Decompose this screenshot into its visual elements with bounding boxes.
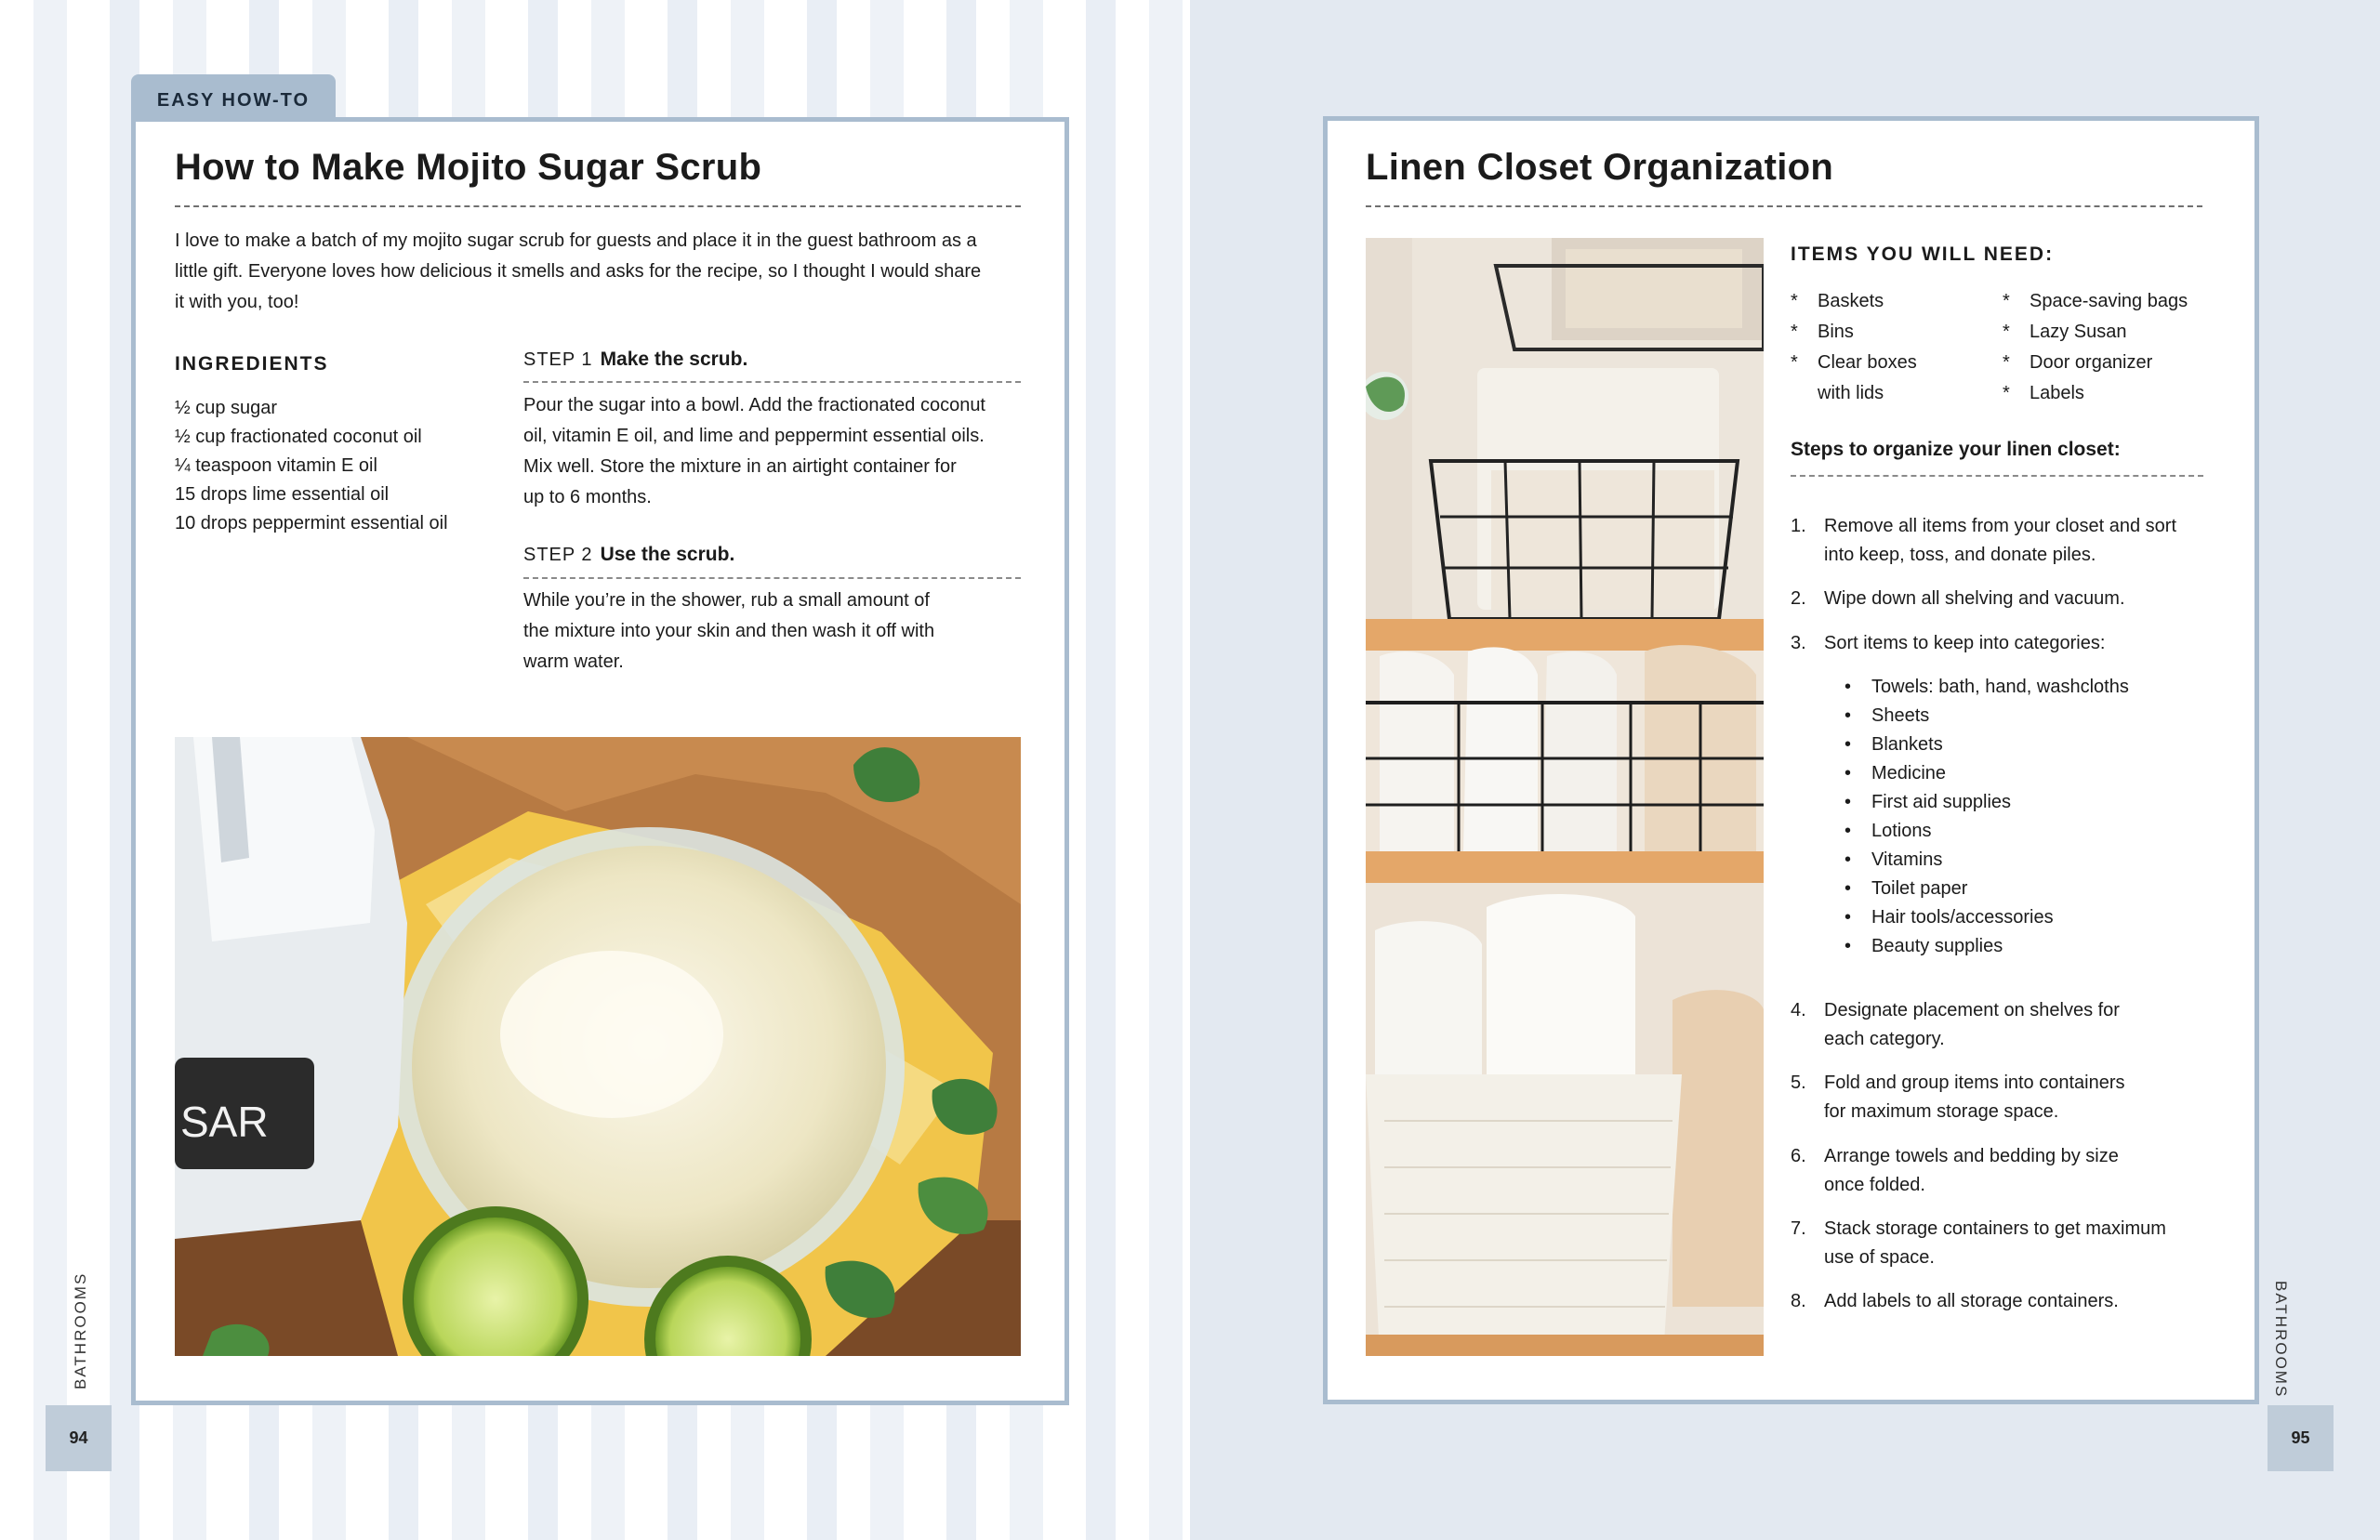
- ingredient-item: ½ cup fractionated coconut oil: [175, 427, 422, 447]
- category-item: • Vitamins: [1844, 846, 2198, 875]
- step-1-line: up to 6 months.: [523, 487, 652, 507]
- step-line: Wipe down all shelving and vacuum.: [1824, 588, 2125, 609]
- jar-label-text: SAR: [180, 1098, 269, 1146]
- ingredient-item: 15 drops lime essential oil: [175, 484, 390, 505]
- step-number: 2.: [1791, 588, 1806, 609]
- item-label: Clear boxes: [1818, 352, 1917, 373]
- step-item-2: [1791, 585, 2218, 613]
- category-item: • Lotions: [1844, 817, 2198, 846]
- step-line: Designate placement on shelves for: [1824, 1000, 2120, 1020]
- step-line: Stack storage containers to get maximum: [1824, 1218, 2166, 1239]
- step-2-heading: [523, 544, 734, 566]
- step-1-divider: [523, 381, 1021, 383]
- step-2-line: the mixture into your skin and then wash it off with: [523, 621, 935, 641]
- bullet-star: *: [2003, 383, 2010, 403]
- bullet-star: *: [1791, 291, 1798, 311]
- title-divider: [175, 205, 1021, 207]
- step-line: Sort items to keep into categories:: [1824, 633, 2106, 653]
- ingredient-item: ¼ teaspoon vitamin E oil: [175, 455, 377, 476]
- item-label: Door organizer: [2030, 352, 2153, 373]
- step-line: use of space.: [1824, 1247, 1935, 1268]
- step-line: into keep, toss, and donate piles.: [1824, 545, 2096, 565]
- step-number: 5.: [1791, 1073, 1806, 1093]
- step-number: 3.: [1791, 633, 1806, 653]
- page-number-left: 94: [46, 1405, 112, 1471]
- bullet-star: *: [2003, 352, 2010, 373]
- step-1-text: [523, 390, 1044, 513]
- item-label: with lids: [1818, 383, 1884, 403]
- intro-line: little gift. Everyone loves how delicious it smells and asks for the recipe, so I thought I would share: [175, 261, 982, 282]
- category-item: • First aid supplies: [1844, 788, 2198, 817]
- step-line: once folded.: [1824, 1175, 1925, 1195]
- linen-title: Linen Closet Organization: [1366, 147, 1834, 188]
- category-item: • Medicine: [1844, 759, 2198, 788]
- step-1-line: Pour the sugar into a bowl. Add the fractionated coconut: [523, 395, 985, 415]
- step-item-6: [1791, 1142, 2218, 1200]
- step-number: 1.: [1791, 516, 1806, 536]
- step-2-line: While you’re in the shower, rub a small amount of: [523, 590, 930, 611]
- item-label: Bins: [1818, 322, 1854, 342]
- step-line: for maximum storage space.: [1824, 1101, 2059, 1122]
- bullet-star: *: [1791, 352, 1798, 373]
- item-label: Space-saving bags: [2030, 291, 2188, 311]
- step-item-7: [1791, 1215, 2218, 1272]
- category-item: • Blankets: [1844, 731, 2198, 759]
- step-number: 4.: [1791, 1000, 1806, 1020]
- intro-line: it with you, too!: [175, 292, 299, 312]
- step-item-8: [1791, 1287, 2218, 1316]
- step-1-number: STEP 1: [523, 349, 593, 370]
- step-number: 8.: [1791, 1291, 1806, 1311]
- step-2-number: STEP 2: [523, 545, 593, 565]
- step-line: Fold and group items into containers: [1824, 1073, 2125, 1093]
- ingredient-item: 10 drops peppermint essential oil: [175, 513, 448, 533]
- steps-heading: Steps to organize your linen closet:: [1791, 439, 2121, 460]
- step-2-text: [523, 586, 1044, 678]
- step-item-1: [1791, 512, 2218, 570]
- step-1-heading: [523, 349, 747, 371]
- item-label: Labels: [2030, 383, 2084, 403]
- bullet-star: *: [2003, 291, 2010, 311]
- sugar-scrub-illustration: [175, 737, 1021, 1356]
- step-2-line: warm water.: [523, 652, 624, 672]
- step-number: 6.: [1791, 1146, 1806, 1166]
- bullet-star: *: [2003, 322, 2010, 342]
- bullet-star: *: [1791, 322, 1798, 342]
- intro-line: I love to make a batch of my mojito sugar scrub for guests and place it in the guest bathroom as a: [175, 230, 977, 251]
- step-line: each category.: [1824, 1029, 1945, 1049]
- category-item: • Towels: bath, hand, washcloths: [1844, 673, 2198, 702]
- step-1-line: oil, vitamin E oil, and lime and peppermint essential oils.: [523, 426, 985, 446]
- left-side-label: BATHROOMS: [72, 1271, 89, 1389]
- step-line: Remove all items from your closet and sort: [1824, 516, 2177, 536]
- step-number: 7.: [1791, 1218, 1806, 1239]
- item-label: Baskets: [1818, 291, 1884, 311]
- linen-closet-illustration: [1366, 238, 1764, 1356]
- ingredients-list: [175, 394, 482, 538]
- step-item-5: [1791, 1069, 2218, 1126]
- page-number-right: 95: [2268, 1405, 2334, 1471]
- ingredients-heading: INGREDIENTS: [175, 353, 329, 375]
- step-1-title: Make the scrub.: [600, 349, 748, 370]
- category-list: [1844, 673, 2198, 961]
- step-item-3: [1791, 629, 2218, 658]
- easy-how-to-tab: EASY HOW-TO: [131, 74, 336, 119]
- sugar-scrub-photo: [175, 737, 1021, 1356]
- step-line: Add labels to all storage containers.: [1824, 1291, 2119, 1311]
- intro-paragraph: [175, 226, 1030, 318]
- step-1-line: Mix well. Store the mixture in an airtight container for: [523, 456, 957, 477]
- scrub-title: How to Make Mojito Sugar Scrub: [175, 147, 762, 188]
- steps-list: [1791, 0, 2218, 1540]
- category-item: • Toilet paper: [1844, 875, 2198, 903]
- ingredient-item: ½ cup sugar: [175, 398, 278, 418]
- step-item-4: [1791, 996, 2218, 1054]
- step-2-title: Use the scrub.: [600, 544, 735, 565]
- right-side-label: BATHROOMS: [2272, 1281, 2290, 1399]
- category-item: • Beauty supplies: [1844, 932, 2198, 961]
- category-item: • Sheets: [1844, 702, 2198, 731]
- items-heading: ITEMS YOU WILL NEED:: [1791, 244, 2055, 265]
- step-line: Arrange towels and bedding by size: [1824, 1146, 2119, 1166]
- category-item: • Hair tools/accessories: [1844, 903, 2198, 932]
- item-label: Lazy Susan: [2030, 322, 2127, 342]
- linen-closet-photo: [1366, 238, 1764, 1356]
- step-2-divider: [523, 577, 1021, 579]
